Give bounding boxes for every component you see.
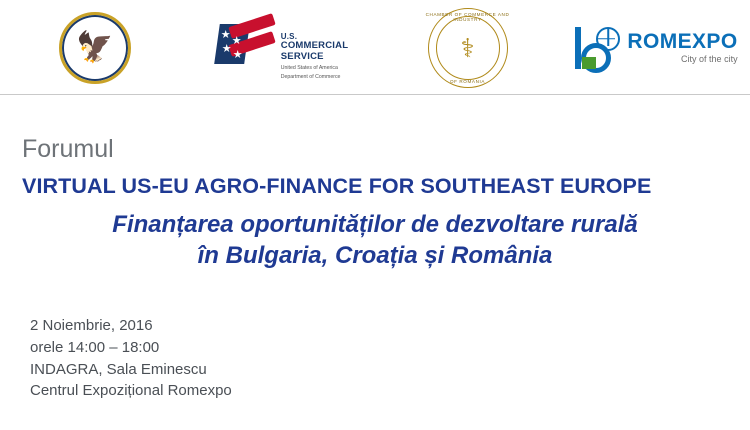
logo-great-seal	[0, 12, 190, 84]
cs-line-3: SERVICE	[280, 51, 324, 63]
content	[0, 137, 750, 402]
logo-bar	[0, 0, 750, 95]
logo-romexpo	[560, 25, 750, 71]
event-date: 2 Noiembrie, 2016	[30, 317, 153, 335]
great-seal-icon	[59, 12, 131, 84]
cs-sub-2: Department of Commerce	[280, 74, 341, 81]
cs-line-1: U.S.	[280, 32, 298, 42]
romexpo-wordmark: ROMEXPO	[627, 30, 738, 53]
chamber-arc-bottom: OF ROMANIA	[449, 78, 486, 84]
caduceus-icon: ⚕	[460, 32, 475, 63]
logo-chamber-of-commerce	[375, 6, 560, 90]
subtitle-line-1: Finanțarea oportunităților de dezvoltare rurală	[112, 210, 638, 238]
eyebrow-text: Forumul	[22, 135, 114, 163]
flag-swoosh-icon: ★ ★ ★ ★	[217, 14, 277, 76]
event-location: Centrul Expozițional Romexpo	[30, 382, 232, 400]
chamber-arc-top: CHAMBER OF COMMERCE AND INDUSTRY	[425, 11, 510, 22]
subtitle-line-2: în Bulgaria, Croația și România	[197, 241, 553, 269]
event-venue: INDAGRA, Sala Eminescu	[30, 360, 207, 378]
romexpo-tagline: City of the city	[681, 54, 738, 64]
page-title: VIRTUAL US-EU AGRO-FINANCE FOR SOUTHEAST EUROPE	[22, 174, 652, 198]
romexpo-mark-icon	[572, 25, 620, 71]
event-time: orele 14:00 – 18:00	[30, 338, 160, 356]
cs-line-2: COMMERCIAL	[280, 40, 349, 52]
event-details	[30, 315, 728, 402]
chamber-seal-icon	[426, 6, 510, 90]
subtitle	[22, 209, 728, 271]
cs-sub-1: United States of America	[280, 65, 338, 72]
logo-us-commercial-service	[190, 14, 375, 81]
eagle-icon: 🦅	[76, 30, 114, 64]
